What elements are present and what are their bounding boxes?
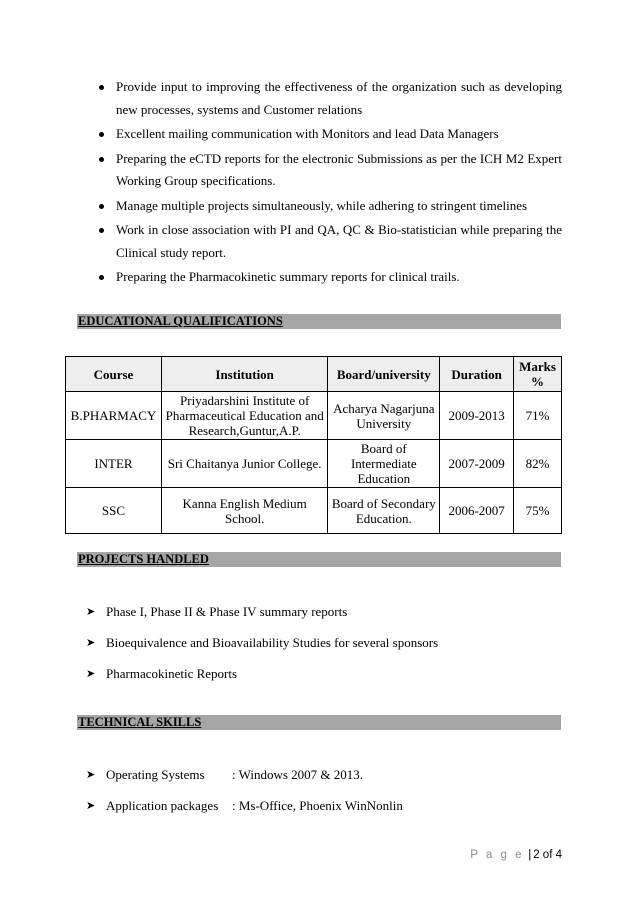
page-number: 2 of 4 (533, 849, 562, 861)
cell-marks: 75% (514, 488, 562, 534)
education-table (65, 356, 562, 534)
skills-heading: TECHNICAL SKILLS (77, 715, 561, 730)
list-item: ➤ Phase I, Phase II & Phase IV summary reports (86, 604, 348, 619)
column-header-duration: Duration (440, 357, 514, 392)
skill-label: Operating Systems (106, 767, 205, 782)
list-item: ➤ Bioequivalence and Bioavailability Studies for several sponsors (86, 635, 439, 650)
page-footer (470, 849, 562, 861)
cell-duration: 2007-2009 (440, 440, 514, 488)
list-item (86, 797, 556, 828)
table-row (66, 440, 562, 488)
arrow-bullet-icon: ➤ (86, 637, 96, 649)
skill-value: : Windows 2007 & 2013. (232, 767, 364, 782)
cell-board: Acharya Nagarjuna University (328, 392, 440, 440)
education-heading: EDUCATIONAL QUALIFICATIONS (77, 314, 561, 329)
skill-label: Application packages (106, 798, 219, 813)
bullet-icon (99, 228, 104, 233)
cell-board: Board of Intermediate Education (328, 440, 440, 488)
cell-institution: Priyadarshini Institute of Pharmaceutical Education and Research,Guntur,A.P. (161, 392, 327, 440)
projects-heading: PROJECTS HANDLED (77, 552, 561, 567)
skill-value: : Ms-Office, Phoenix WinNonlin (232, 798, 403, 813)
column-header-board: Board/university (328, 357, 440, 392)
list-item: Work in close association with PI and QA, QC & Bio-statistician while preparing the Clinical study report. (78, 219, 562, 264)
list-item: Preparing the Pharmacokinetic summary reports for clinical trails. (78, 266, 562, 289)
cell-marks: 71% (514, 392, 562, 440)
list-item: Manage multiple projects simultaneously, while adhering to stringent timelines (78, 195, 562, 218)
skills-list (86, 766, 556, 828)
cell-course: B.PHARMACY (66, 392, 162, 440)
list-item: Excellent mailing communication with Monitors and lead Data Managers (78, 123, 562, 146)
arrow-bullet-icon: ➤ (86, 606, 96, 618)
cell-marks: 82% (514, 440, 562, 488)
table-row (66, 392, 562, 440)
list-item: Provide input to improving the effectiveness of the organization such as developing new processes, systems and Customer relations (78, 76, 562, 121)
cell-course: INTER (66, 440, 162, 488)
bullet-icon (99, 275, 104, 280)
cell-duration: 2009-2013 (440, 392, 514, 440)
page-word: P a g e (470, 849, 525, 861)
column-header-marks: Marks % (514, 357, 562, 392)
arrow-bullet-icon: ➤ (86, 769, 96, 781)
projects-list (86, 603, 556, 696)
cell-institution: Sri Chaitanya Junior College. (161, 440, 327, 488)
bullet-icon (99, 204, 104, 209)
footer-separator: | (528, 849, 532, 861)
cell-institution: Kanna English Medium School. (161, 488, 327, 534)
cell-duration: 2006-2007 (440, 488, 514, 534)
column-header-course: Course (66, 357, 162, 392)
cell-board: Board of Secondary Education. (328, 488, 440, 534)
bullet-icon (99, 85, 104, 90)
list-item (86, 766, 556, 797)
bullet-icon (99, 132, 104, 137)
bullet-icon (99, 157, 104, 162)
cell-course: SSC (66, 488, 162, 534)
column-header-institution: Institution (161, 357, 327, 392)
list-item: Preparing the eCTD reports for the electronic Submissions as per the ICH M2 Expert Working Group specifications. (78, 148, 562, 193)
table-header-row (66, 357, 562, 392)
arrow-bullet-icon: ➤ (86, 800, 96, 812)
responsibilities-list (78, 76, 562, 291)
list-item: ➤ Pharmacokinetic Reports (86, 666, 238, 681)
table-row (66, 488, 562, 534)
arrow-bullet-icon: ➤ (86, 668, 96, 680)
